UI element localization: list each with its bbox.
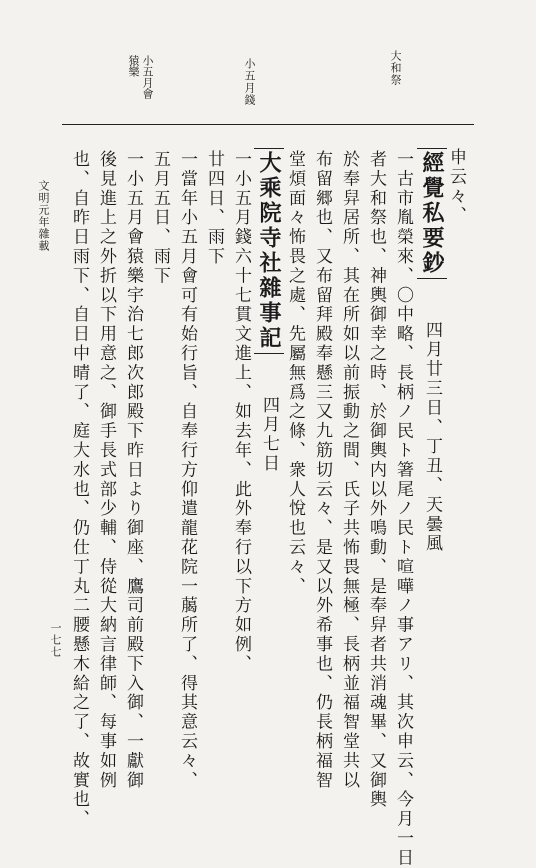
- header-label-sarugaku: 猿樂: [127, 55, 140, 77]
- text-column-11: 一當年小五月會可有始行旨、自奉行方仰遣龍花院一﨟所了、得其意云々、: [177, 150, 197, 791]
- source-title-keikaku-shiyosho: 經覺私要鈔: [417, 148, 447, 279]
- column-2-date: 四月廿三日、丁丑、天曇風: [422, 301, 442, 554]
- source-title-daijoin-jisha-zojiki: 大乘院寺社雜事記: [254, 148, 284, 354]
- text-column-15: 也、自昨日雨下、自日中晴了、庭大水也、仍仕丁丸二腰懸木給之了、故實也、: [69, 150, 89, 829]
- footer-section-label: 文明元年雜載: [37, 180, 50, 252]
- text-column-4: 者大和祭也、神輿御幸之時、於御輿内以外鳴動、是奉舁者共消魂畢、又御輿: [366, 150, 386, 810]
- text-column-7: 堂煩面々怖畏之處、先屬無爲之條、衆人悅也云々、: [285, 150, 305, 597]
- text-column-12: 五月五日、雨下: [150, 150, 170, 286]
- text-column-13: 一小五月會猿樂宇治七郎次郎殿下昨日より御座、鷹司前殿下入御、一獻御: [123, 150, 143, 791]
- header-rule: [62, 124, 474, 125]
- text-column-9: 一小五月錢六十七貫文進上、如去年、此外奉行以下方如例、: [231, 150, 251, 674]
- text-column-5: 於奉舁居所、其在所如以前振動之間、氏子共怖畏無極、長柄並福智堂共以: [339, 150, 359, 791]
- header-label-yamato-matsuri: 大和祭: [389, 50, 402, 86]
- text-column-6: 布留郷也、又布留拜殿奉懸三又九筋切云々、是又以外希事也、仍長柄福智: [312, 150, 332, 791]
- text-column-2: [421, 148, 443, 554]
- header-label-kosatsuki-sen: 小五月錢: [243, 58, 256, 106]
- text-column-8: [258, 148, 280, 473]
- text-column-3: 一古市胤榮來、〇中略、長柄ノ民ト箸尾ノ民ト喧嘩ノ事アリ、其次申云、今月一日: [393, 150, 413, 868]
- header-label-kosatsuki-e: 小五月會: [141, 55, 154, 99]
- text-column-1: 申云々、: [446, 148, 466, 226]
- text-column-10: 廿四日、雨下: [204, 150, 224, 267]
- column-8-date: 四月七日: [259, 376, 279, 474]
- text-column-14: 後見進上之外折以下用意之、御手長式部少輔、侍從大納言律師、每事如例: [96, 150, 116, 791]
- page-number: 一七七: [49, 622, 62, 658]
